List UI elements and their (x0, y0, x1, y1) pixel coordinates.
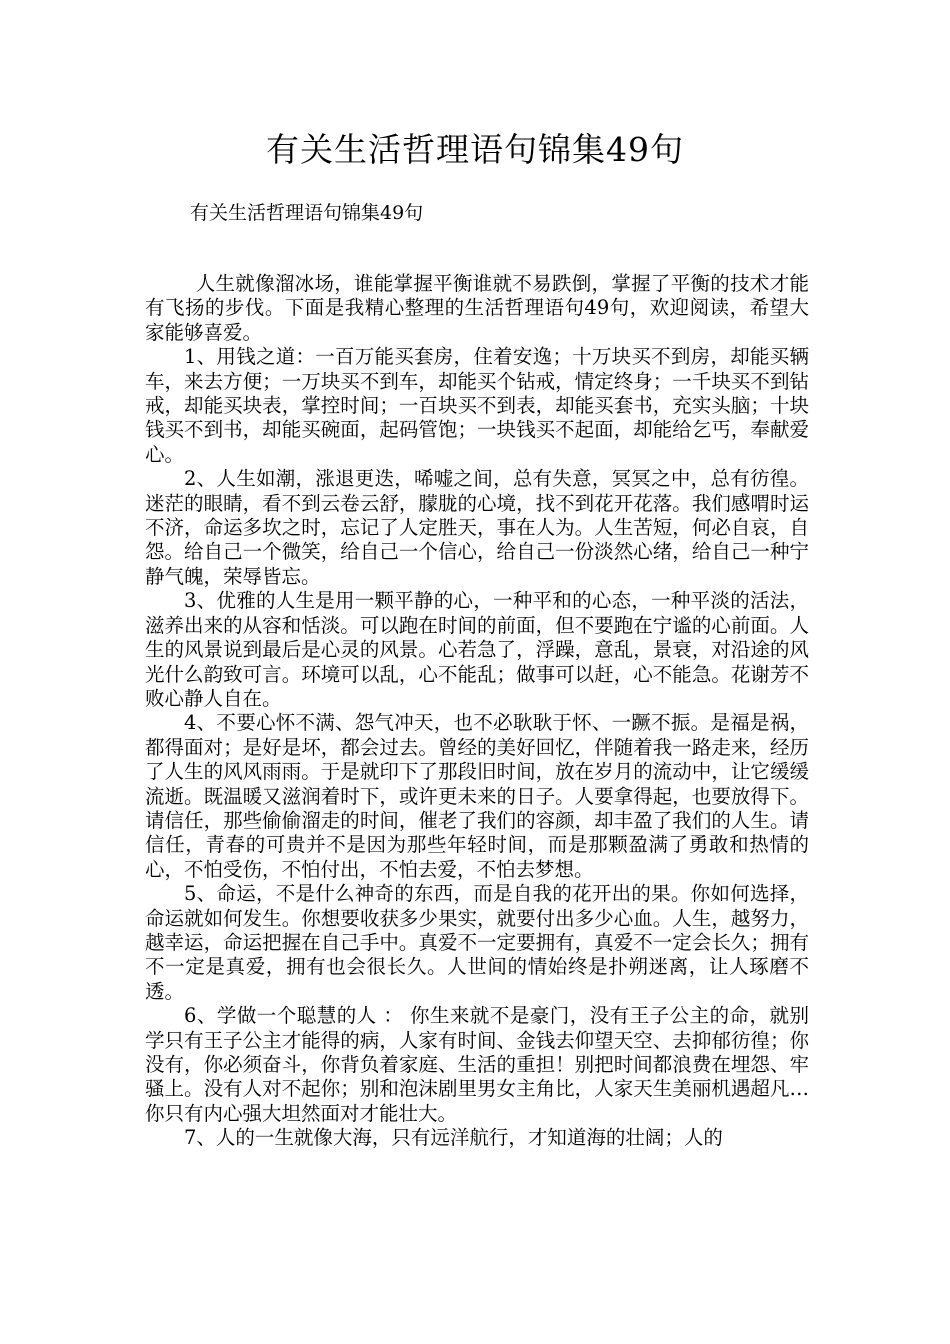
paragraph-7: 7、人的一生就像大海，只有远洋航行，才知道海的壮阔；人的 (184, 1126, 723, 1150)
paragraph-3: 3、优雅的人生是用一颗平静的心，一种平和的心态，一种平淡的活法，滋养出来的从容和恬淡。可以跑在时间的前面，但不要跑在宁谧的心前面。人生的风景说到最后是心灵的风景。心若急了，浮躁，意乱，景衰，对沿途的风光什么韵致可言。环境可以乱，心不能乱；做事可以赶，心不能急。花谢芳不败心静人自在。 (145, 589, 809, 710)
paragraph-4: 4、不要心怀不满、怨气冲天，也不必耿耿于怀、一蹶不振。是福是祸，都得面对；是好是坏，都会过去。曾经的美好回忆，伴随着我一路走来，经历了人生的风风雨雨。于是就印下了那段旧时间，放在岁月的流动中，让它缓缓流逝。既温暖又滋润着时下，或许更未来的日子。人要拿得起，也要放得下。请信任，那些偷偷溜走的时间，催老了我们的容颜，却丰盈了我们的人生。请信任，青春的可贵并不是因为那些年轻时间，而是那颗盈满了勇敢和热情的心，不怕受伤，不怕付出，不怕去爱，不怕去梦想。 (145, 711, 809, 881)
document-title: 有关生活哲理语句锦集49句 (266, 130, 684, 169)
paragraph-1: 1、用钱之道：一百万能买套房，住着安逸；十万块买不到房，却能买辆车，来去方便；一万块买不到车，却能买个钻戒，情定终身；一千块买不到钻戒，却能买块表，掌控时间；一百块买不到表，却能买套书，充实头脑；十块钱买不到书，却能买碗面，起码管饱；一块钱买不起面，却能给乞丐，奉献爱心。 (145, 345, 809, 466)
paragraph-5: 5、命运，不是什么神奇的东西，而是自我的花开出的果。你如何选择，命运就如何发生。你想要收获多少果实，就要付出多少心血。人生，越努力，越幸运，命运把握在自己手中。真爱不一定要拥有，真爱不一定会长久；拥有不一定是真爱，拥有也会很长久。人世间的情始终是扑朔迷离，让人琢磨不透。 (145, 882, 809, 1003)
paragraph-2: 2、人生如潮，涨退更迭，唏嘘之间，总有失意，冥冥之中，总有彷徨。迷茫的眼睛，看不到云卷云舒，朦胧的心境，找不到花开花落。我们感喟时运不济，命运多坎之时，忘记了人定胜天，事在人为。人生苦短，何必自哀，自怨。给自己一个微笑，给自己一个信心，给自己一份淡然心绪，给自己一种宁静气魄，荣辱皆忘。 (145, 467, 809, 588)
paragraph-6: 6、学做一个聪慧的人 ： 你生来就不是豪门，没有王子公主的命，就别学只有王子公主才能得的病，人家有时间、金钱去仰望天空、去抑郁彷徨；你没有，你必须奋斗，你背负着家庭、生活的重担！别把时间都浪费在埋怨、牢骚上。没有人对不起你；别和泡沫剧里男女主角比，人家天生美丽机遇超凡…你只有内心强大坦然面对才能壮大。 (145, 1004, 809, 1125)
intro-paragraph: 人生就像溜冰场，谁能掌握平衡谁就不易跌倒，掌握了平衡的技术才能有飞扬的步伐。下面是我精心整理的生活哲理语句49句，欢迎阅读，希望大家能够喜爱。 (145, 272, 809, 344)
document-body (145, 272, 809, 1151)
document-subtitle: 有关生活哲理语句锦集49句 (190, 202, 424, 224)
